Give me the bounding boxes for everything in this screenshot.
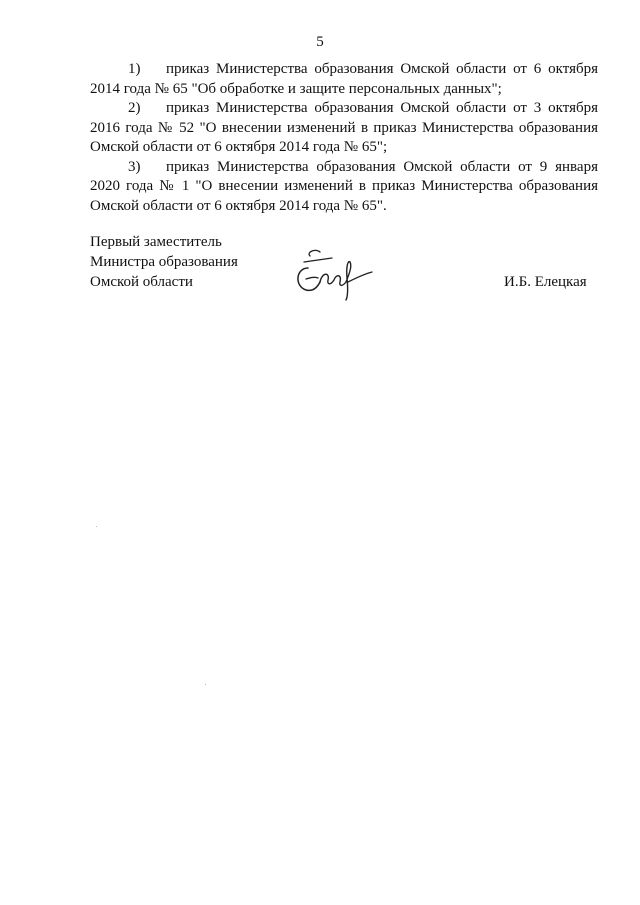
- list-item-text: приказ Министерства образования Омской области от 3 октября 2016 года № 52 "О внесении изменений в приказ Министерства образования Омской области от 6 октября 2014 года № 65";: [90, 100, 598, 155]
- signer-name: И.Б. Елецкая: [504, 274, 587, 290]
- scan-speck: [96, 526, 97, 527]
- handwritten-signature: [286, 242, 376, 302]
- list-item-number: 2): [128, 100, 141, 116]
- list-item: [90, 60, 598, 99]
- list-item: [90, 158, 598, 217]
- scan-speck: [205, 684, 206, 685]
- list-item-number: 1): [128, 61, 141, 77]
- page-number: 5: [316, 34, 324, 50]
- signer-title-line: Первый заместитель: [90, 234, 222, 250]
- list-item-text: приказ Министерства образования Омской области от 6 октября 2014 года № 65 "Об обработке и защите персональных данных";: [90, 61, 598, 97]
- signer-title-line: Министра образования: [90, 254, 238, 270]
- repealed-orders-list: [90, 60, 598, 216]
- signer-title-line: Омской области: [90, 274, 193, 290]
- list-item: [90, 99, 598, 158]
- signer-title: [90, 232, 238, 292]
- list-item-number: 3): [128, 158, 141, 175]
- signature-block: [90, 232, 600, 302]
- list-item-text: приказ Министерства образования Омской области от 9 января 2020 года № 1 "О внесении изменений в приказ Министерства образования Омской области от 6 октября 2014 года № 65".: [90, 158, 598, 214]
